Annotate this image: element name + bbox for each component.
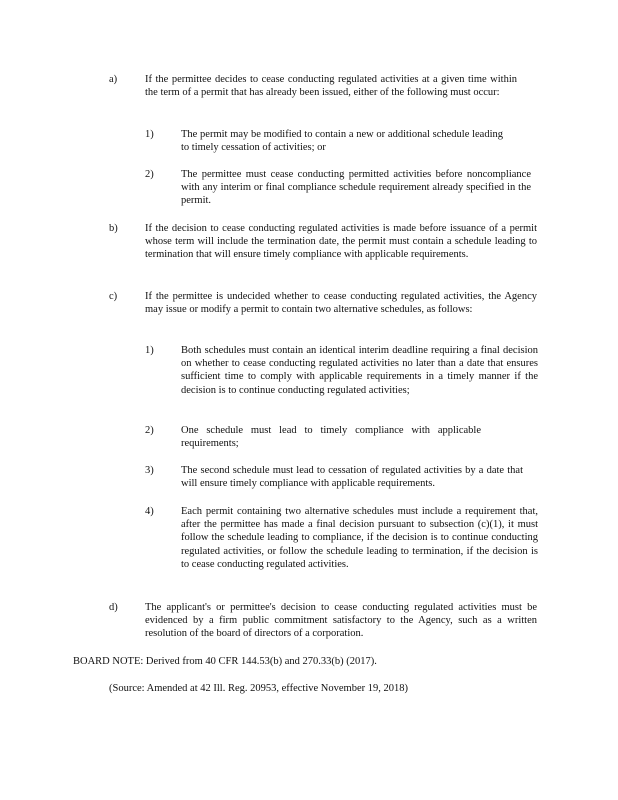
item-a1-text: The permit may be modified to contain a new or additional schedule leading to timely cessation of activities; or: [181, 129, 503, 154]
item-c4-text: Each permit containing two alternative schedules must include a requirement that, after the permittee has made a final decision pursuant to subsection (c)(1), it must follow the schedule leading to compliance, if the decision is to continue conducting regulated activities, or follow the schedule leading to termination, if the decision is to cease conducting regulated activities.: [181, 506, 538, 570]
item-a1-label: 1): [145, 129, 154, 140]
item-b-label: b): [109, 223, 118, 234]
item-c1-text: Both schedules must contain an identical interim deadline requiring a final decision on whether to cease conducting regulated activities no later than a date that ensures sufficient time to comply with applicable requirements in a timely manner if the decision is to continue conducting regulated activities;: [181, 345, 538, 396]
item-c2-text: One schedule must lead to timely compliance with applicable requirements;: [181, 425, 481, 450]
item-b-text: If the decision to cease conducting regulated activities is made before issuance of a permit whose term will include the termination date, the permit must contain a schedule leading to termination that will ensure timely compliance with applicable requirements.: [145, 223, 537, 261]
item-a2-text: The permittee must cease conducting permitted activities before noncompliance with any interim or final compliance schedule requirement already specified in the permit.: [181, 169, 531, 207]
item-c2-label: 2): [145, 425, 154, 436]
source-note: (Source: Amended at 42 Ill. Reg. 20953, effective November 19, 2018): [109, 683, 408, 694]
item-a-label: a): [109, 74, 118, 85]
board-note: BOARD NOTE: Derived from 40 CFR 144.53(b) and 270.33(b) (2017).: [73, 656, 377, 667]
item-c-label: c): [109, 291, 118, 302]
item-d-label: d): [109, 602, 118, 613]
item-c3-label: 3): [145, 465, 154, 476]
item-a2-label: 2): [145, 169, 154, 180]
item-c1-label: 1): [145, 345, 154, 356]
item-c4-label: 4): [145, 506, 154, 517]
item-c3-text: The second schedule must lead to cessation of regulated activities by a date that will ensure timely compliance with applicable requirements.: [181, 465, 523, 490]
item-a-text: If the permittee decides to cease conducting regulated activities at a given time within the term of a permit that has already been issued, either of the following must occur:: [145, 74, 517, 99]
item-d-text: The applicant's or permittee's decision to cease conducting regulated activities must be evidenced by a firm public commitment satisfactory to the Agency, such as a written resolution of the board of directors of a corporation.: [145, 602, 537, 640]
item-c-text: If the permittee is undecided whether to cease conducting regulated activities, the Agency may issue or modify a permit to contain two alternative schedules, as follows:: [145, 291, 537, 316]
